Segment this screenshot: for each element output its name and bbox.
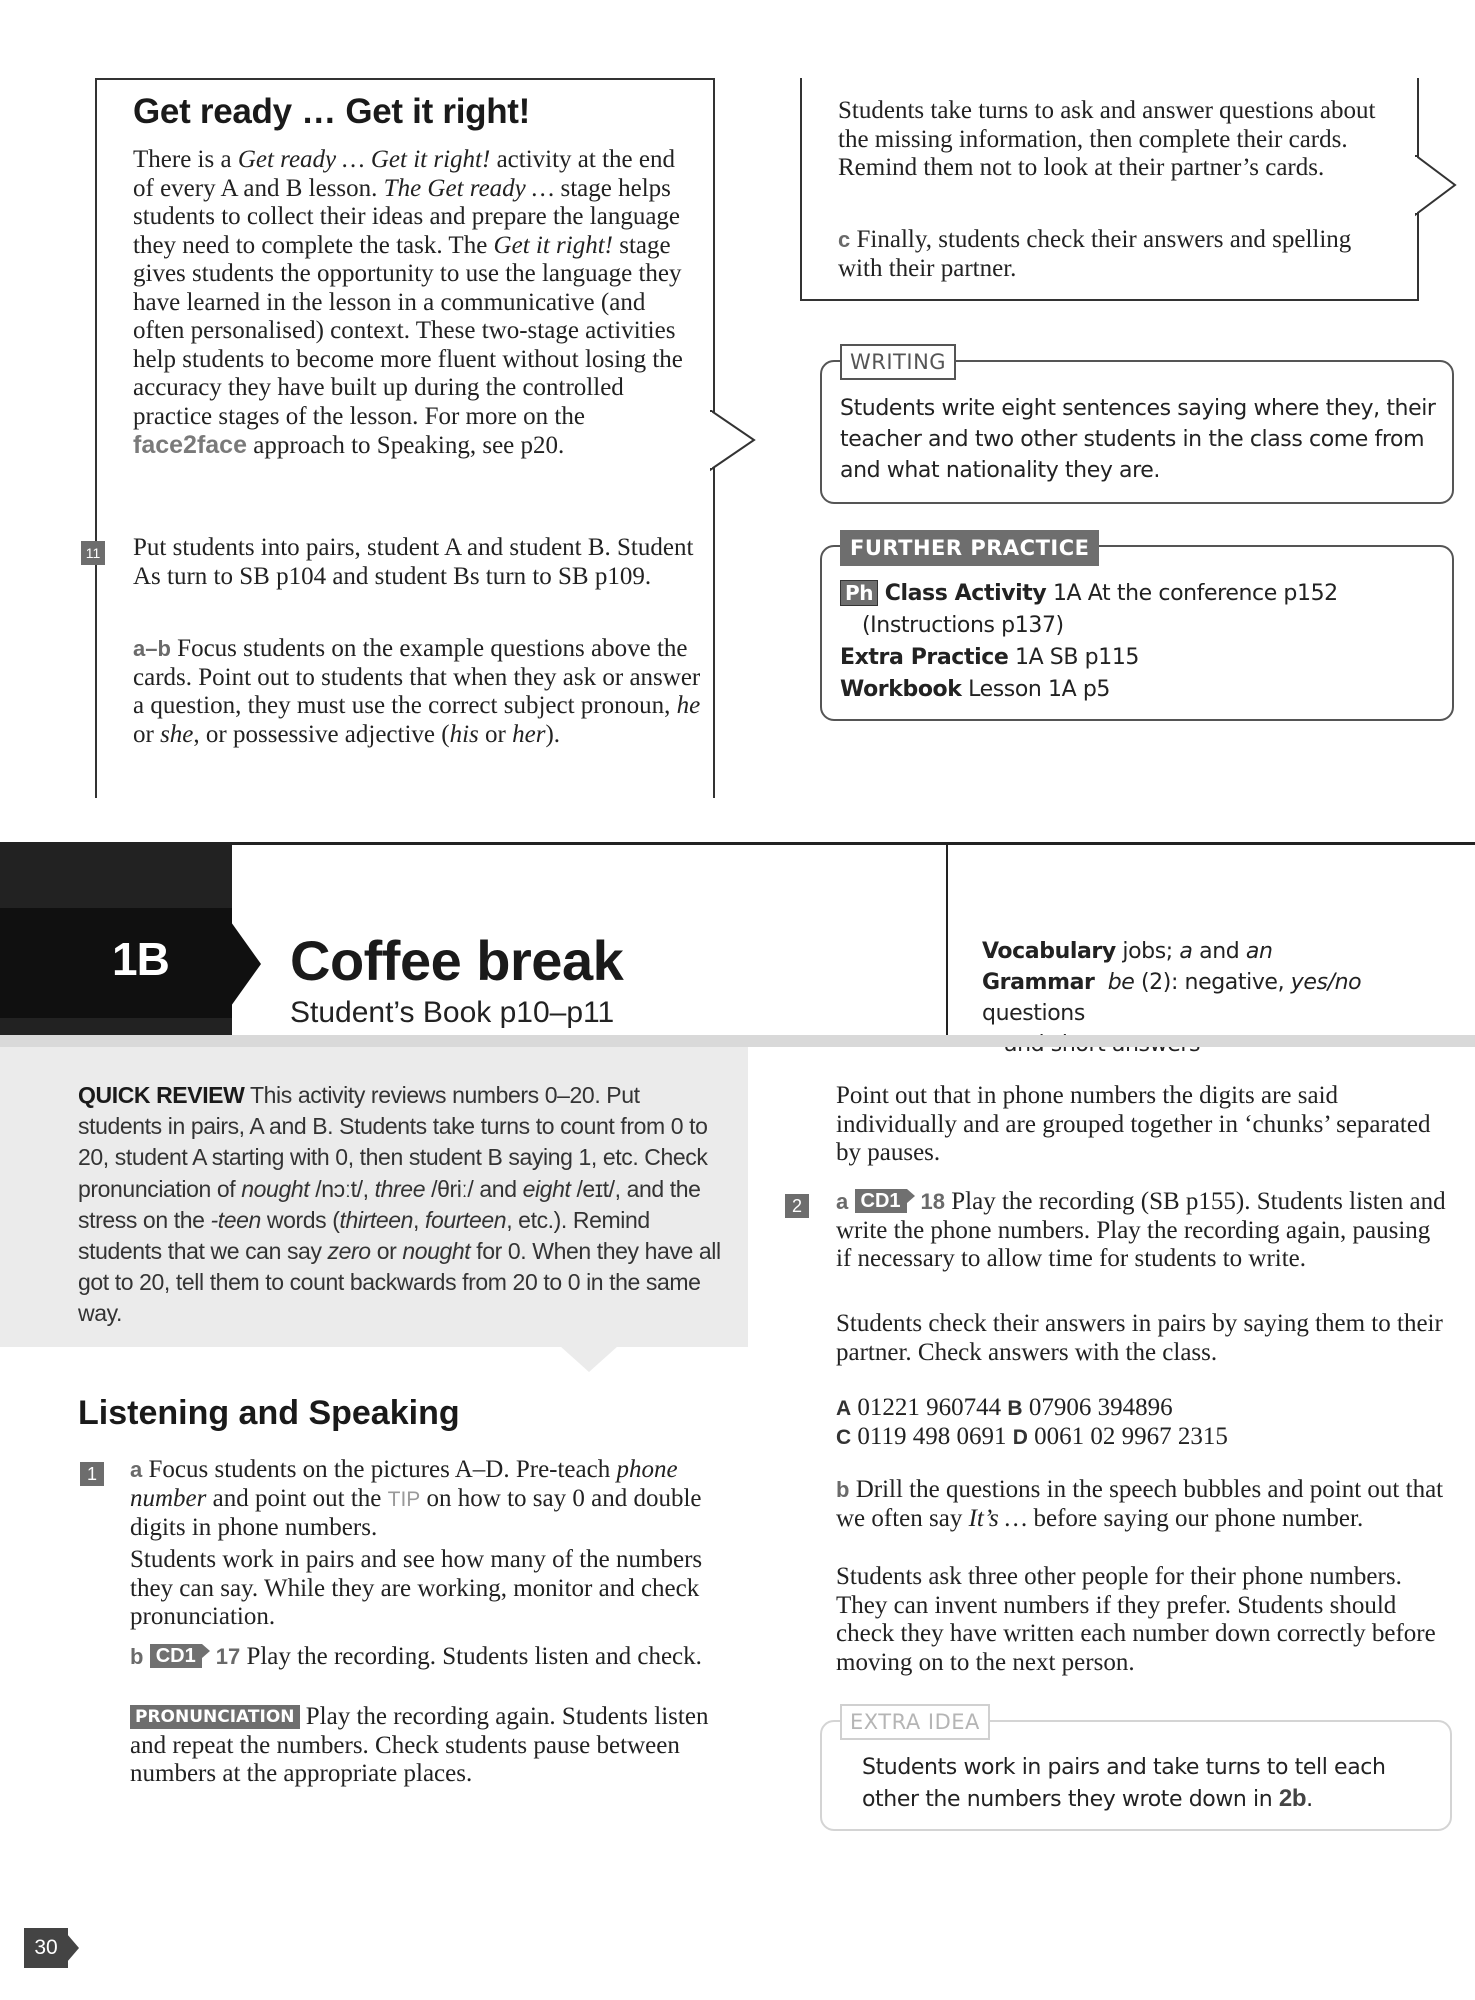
further-line-2: Extra Practice 1A SB p115 <box>840 645 1140 670</box>
cd-arrow-icon <box>202 1644 210 1658</box>
cd-icon: CD1 <box>150 1644 202 1668</box>
further-line-3: Workbook Lesson 1A p5 <box>840 677 1111 702</box>
phone-numbers-practice: Students ask three other people for their phone numbers. They can invent numbers if they prefer. Students should check they have written each number down correctly before moving on to the next person. <box>836 1563 1436 1676</box>
pronunciation-text: PRONUNCIATION Play the recording again. Students listen and repeat the numbers. Check students pause between numbers at the appropriate places. <box>130 1703 709 1787</box>
writing-text: Students write eight sentences saying where they, their teacher and two other students in the class come from and what nationality they are. <box>840 396 1436 483</box>
exercise-number-11: 11 <box>81 541 105 565</box>
extra-idea-text: Students work in pairs and take turns to tell each other the numbers they wrote down in 2b. <box>862 1755 1386 1812</box>
extra-idea-tag: EXTRA IDEA <box>840 1704 990 1740</box>
unit-title: Coffee break <box>290 929 624 992</box>
further-practice-list <box>840 578 1440 706</box>
quick-review-pointer <box>560 1346 620 1376</box>
header-divider <box>946 845 948 1035</box>
face2face-brand: face2face <box>133 431 247 459</box>
further-line-1: Ph Class Activity 1A At the conference p152 <box>840 578 1440 610</box>
check-answers-text: Students check their answers in pairs by saying them to their partner. Check answers with the class. <box>836 1310 1443 1366</box>
quick-review-text: QUICK REVIEW This activity reviews numbers 0–20. Put students in pairs, A and B. Students take turns to count from 0 to 20, student A starting with 0, then student B saying 1, etc. Check pronunciation of nought /nɔːt/, three /θriː/ and eight /eɪt/, and the stress on the -teen words (thirteen, fourteen, etc.). Remind students that we can say zero or nought for 0. When they have all got to 20, tell them to count backwards from 20 to 0 in the same way. <box>78 1082 721 1327</box>
instructions-paragraph: Students take turns to ask and answer questions about the missing information, then complete their cards. Remind them not to look at their partner’s cards. <box>838 97 1376 181</box>
unit-subtitle: Student’s Book p10–p11 <box>290 996 615 1029</box>
get-ready-heading: Get ready … Get it right! <box>133 92 530 131</box>
ph-icon: Ph <box>840 580 878 606</box>
pronunciation-tag: PRONUNCIATION <box>130 1705 300 1729</box>
get-ready-paragraph: There is a Get ready … Get it right! activity at the end of every A and B lesson. The Get ready … stage helps students to collect their ideas and prepare the language they need to complete the task. The Get it right! stage gives students the opportunity to use the language they have learned in the lesson in a communicative (and often personalised) context. These two-stage activities help students to become more fluent without losing the accuracy they have built up during the controlled practice stages of the lesson. For more on the face2face approach to Speaking, see p20. <box>133 146 683 459</box>
listening-b: b CD1 17 Play the recording. Students listen and check. <box>130 1643 702 1670</box>
exercise-ab-text: a–b Focus students on the example questions above the cards. Point out to students that when they ask or answer a question, they must use the correct subject pronoun, he or she, or possessive adjective (his or her). <box>133 635 701 748</box>
cd-arrow-icon-2 <box>907 1189 915 1203</box>
exercise-2b: b Drill the questions in the speech bubbles and point out that we often say It’s … before saying our phone number. <box>836 1476 1444 1532</box>
phone-answers <box>836 1394 1446 1452</box>
instructions-c: c Finally, students check their answers and spelling with their partner. <box>838 226 1352 282</box>
page-number: 30 <box>24 1928 68 1968</box>
box-pointer-right-2 <box>1415 155 1461 235</box>
phone-digits-note: Point out that in phone numbers the digits are said individually and are grouped together in ‘chunks’ separated by pauses. <box>836 1082 1431 1166</box>
unit-code: 1B <box>112 933 169 985</box>
exercise-2a: a CD1 18 Play the recording (SB p155). Students listen and write the phone numbers. Play the recording again, pausing if necessary to allow time for students to write. <box>836 1188 1446 1272</box>
exercise-number-1: 1 <box>80 1462 104 1486</box>
further-line-1b: (Instructions p137) <box>862 613 1064 638</box>
answers-line-2: C 0119 498 0691 D 0061 02 9967 2315 <box>836 1423 1228 1450</box>
writing-tag: WRITING <box>840 344 956 380</box>
unit-code-arrow <box>231 922 263 1006</box>
listening-a: a Focus students on the pictures A–D. Pre-teach phone number and point out the TIP on how to say 0 and double digits in phone numbers. <box>130 1456 702 1541</box>
grammar-line: Grammar be (2): negative, yes/no questions <box>982 970 1362 1026</box>
vocabulary-line: Vocabulary jobs; a and an <box>982 939 1273 964</box>
cd-icon-2: CD1 <box>855 1189 907 1213</box>
further-practice-tag: FURTHER PRACTICE <box>840 530 1099 566</box>
page-number-arrow <box>67 1934 81 1962</box>
answers-line-1: A 01221 960744 B 07906 394896 <box>836 1394 1173 1421</box>
exercise-11-text: Put students into pairs, student A and student B. Student As turn to SB p104 and student Bs turn to SB p109. <box>133 534 694 590</box>
box-pointer-right <box>710 410 756 490</box>
exercise-number-2: 2 <box>785 1194 809 1218</box>
listening-pairs: Students work in pairs and see how many of the numbers they can say. While they are working, monitor and check pronunciation. <box>130 1546 703 1630</box>
listening-heading: Listening and Speaking <box>78 1394 460 1432</box>
header-bottom-band <box>0 1035 1475 1047</box>
